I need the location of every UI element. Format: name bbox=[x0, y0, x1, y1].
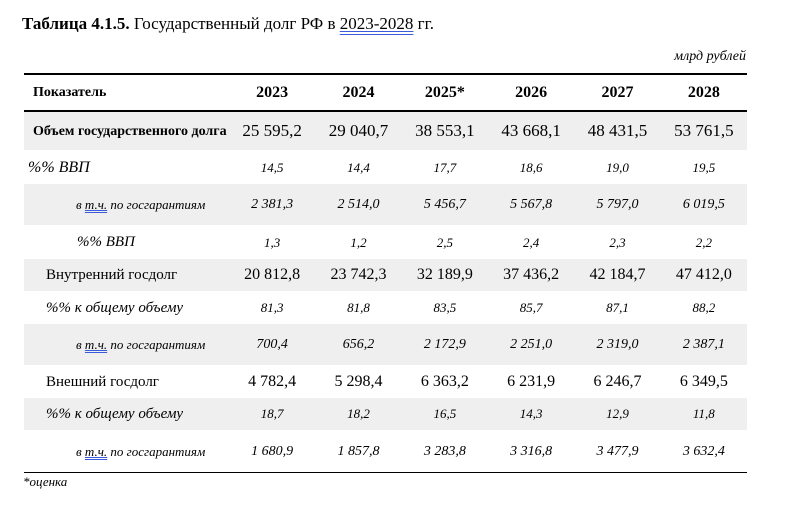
table-row bbox=[24, 111, 747, 151]
cell-value: 3 632,4 bbox=[661, 431, 747, 473]
cell-value: 2 172,9 bbox=[402, 324, 488, 366]
title-text-before: Государственный долг РФ в bbox=[129, 14, 340, 33]
cell-value: 6 231,9 bbox=[507, 373, 556, 390]
row-label: Внешний госдолг bbox=[46, 373, 159, 390]
cell-value: 3 316,8 bbox=[488, 431, 574, 473]
cell-value: 5 298,4 bbox=[334, 373, 383, 390]
cell-value: 29 040,7 bbox=[315, 111, 401, 151]
cell-value: 38 553,1 bbox=[402, 111, 488, 151]
cell-value: 23 742,3 bbox=[315, 259, 401, 292]
debt-table bbox=[24, 73, 747, 473]
cell-value: 5 797,0 bbox=[574, 184, 660, 226]
cell-value: 1 680,9 bbox=[229, 431, 315, 473]
cell-value: 2 251,0 bbox=[488, 324, 574, 366]
label-tch: т.ч. bbox=[84, 197, 108, 212]
cell-value: 53 761,5 bbox=[661, 111, 747, 151]
header-year: 2024 bbox=[315, 74, 401, 111]
label-tch: т.ч. bbox=[84, 444, 108, 459]
cell-value: 19,5 bbox=[692, 159, 716, 175]
label-suffix: по госгарантиям bbox=[107, 337, 206, 352]
row-label bbox=[24, 184, 229, 226]
cell-value: 5 567,8 bbox=[488, 184, 574, 226]
header-year: 2027 bbox=[574, 74, 660, 111]
label-suffix: по госгарантиям bbox=[107, 197, 206, 212]
table-number: Таблица 4.1.5. bbox=[22, 14, 130, 33]
cell-value: 20 812,8 bbox=[229, 259, 315, 292]
cell-value: 2,5 bbox=[436, 234, 453, 250]
cell-value: 37 436,2 bbox=[488, 259, 574, 292]
cell-value: 88,2 bbox=[692, 300, 716, 315]
title-years: 2023-2028 bbox=[339, 14, 414, 33]
header-year: 2023 bbox=[229, 74, 315, 111]
cell-value: 14,3 bbox=[488, 398, 574, 431]
cell-value: 3 283,8 bbox=[402, 431, 488, 473]
cell-value: 700,4 bbox=[229, 324, 315, 366]
cell-value: 18,7 bbox=[229, 398, 315, 431]
cell-value: 18,6 bbox=[519, 159, 543, 175]
header-label: Показатель bbox=[24, 74, 229, 111]
cell-value: 2 387,1 bbox=[661, 324, 747, 366]
cell-value: 6 246,7 bbox=[593, 373, 642, 390]
cell-value: 43 668,1 bbox=[488, 111, 574, 151]
label-prefix: в bbox=[76, 337, 85, 352]
cell-value: 48 431,5 bbox=[574, 111, 660, 151]
table-row bbox=[24, 431, 747, 473]
table-title bbox=[22, 14, 434, 34]
cell-value: 42 184,7 bbox=[574, 259, 660, 292]
cell-value: 87,1 bbox=[606, 300, 629, 315]
table-row bbox=[24, 292, 747, 325]
cell-value: 83,5 bbox=[433, 300, 457, 315]
row-label bbox=[24, 431, 229, 473]
cell-value: 32 189,9 bbox=[402, 259, 488, 292]
cell-value: 5 456,7 bbox=[402, 184, 488, 226]
header-year: 2028 bbox=[661, 74, 747, 111]
footnote: *оценка bbox=[23, 474, 68, 489]
table-row bbox=[24, 366, 747, 399]
cell-value: 6 019,5 bbox=[661, 184, 747, 226]
cell-value: 85,7 bbox=[519, 300, 543, 315]
table-row bbox=[24, 151, 747, 185]
cell-value: 4 782,4 bbox=[248, 373, 297, 390]
cell-value: 2 319,0 bbox=[574, 324, 660, 366]
cell-value: 1 857,8 bbox=[315, 431, 401, 473]
cell-value: 14,5 bbox=[260, 159, 284, 175]
cell-value: 25 595,2 bbox=[229, 111, 315, 151]
header-year: 2026 bbox=[488, 74, 574, 111]
cell-value: 81,8 bbox=[347, 300, 370, 315]
cell-value: 6 349,5 bbox=[679, 373, 728, 390]
table-row bbox=[24, 259, 747, 292]
cell-value: 1,3 bbox=[264, 234, 281, 250]
row-label: %% ВВП bbox=[28, 158, 90, 176]
cell-value: 2,4 bbox=[523, 234, 540, 250]
table-row bbox=[24, 398, 747, 431]
table-row bbox=[24, 226, 747, 260]
header-year: 2025* bbox=[402, 74, 488, 111]
cell-value: 2,2 bbox=[695, 234, 712, 250]
cell-value: 2 514,0 bbox=[315, 184, 401, 226]
cell-value: 6 363,2 bbox=[420, 373, 469, 390]
cell-value: 2 381,3 bbox=[229, 184, 315, 226]
row-label: %% ВВП bbox=[77, 234, 135, 250]
row-label: %% к общему объему bbox=[46, 299, 184, 316]
cell-value: 3 477,9 bbox=[574, 431, 660, 473]
cell-value: 16,5 bbox=[402, 398, 488, 431]
label-suffix: по госгарантиям bbox=[107, 444, 206, 459]
cell-value: 18,2 bbox=[315, 398, 401, 431]
label-prefix: в bbox=[76, 197, 85, 212]
cell-value: 12,9 bbox=[574, 398, 660, 431]
header-row bbox=[24, 74, 747, 111]
cell-value: 656,2 bbox=[315, 324, 401, 366]
cell-value: 47 412,0 bbox=[661, 259, 747, 292]
cell-value: 11,8 bbox=[661, 398, 747, 431]
cell-value: 2,3 bbox=[609, 234, 626, 250]
title-text-after: гг. bbox=[413, 14, 434, 33]
label-prefix: в bbox=[76, 444, 85, 459]
row-label bbox=[24, 324, 229, 366]
row-label: %% к общему объему bbox=[24, 398, 229, 431]
cell-value: 19,0 bbox=[606, 159, 629, 175]
cell-value: 81,3 bbox=[260, 300, 284, 315]
cell-value: 14,4 bbox=[347, 159, 370, 175]
label-tch: т.ч. bbox=[84, 337, 108, 352]
row-label: Внутренний госдолг bbox=[24, 259, 229, 292]
row-label: Объем государственного долга bbox=[24, 111, 229, 151]
cell-value: 1,2 bbox=[350, 234, 367, 250]
units-label: млрд рублей bbox=[674, 49, 746, 64]
table-row bbox=[24, 184, 747, 226]
cell-value: 17,7 bbox=[433, 159, 457, 175]
table-row bbox=[24, 324, 747, 366]
